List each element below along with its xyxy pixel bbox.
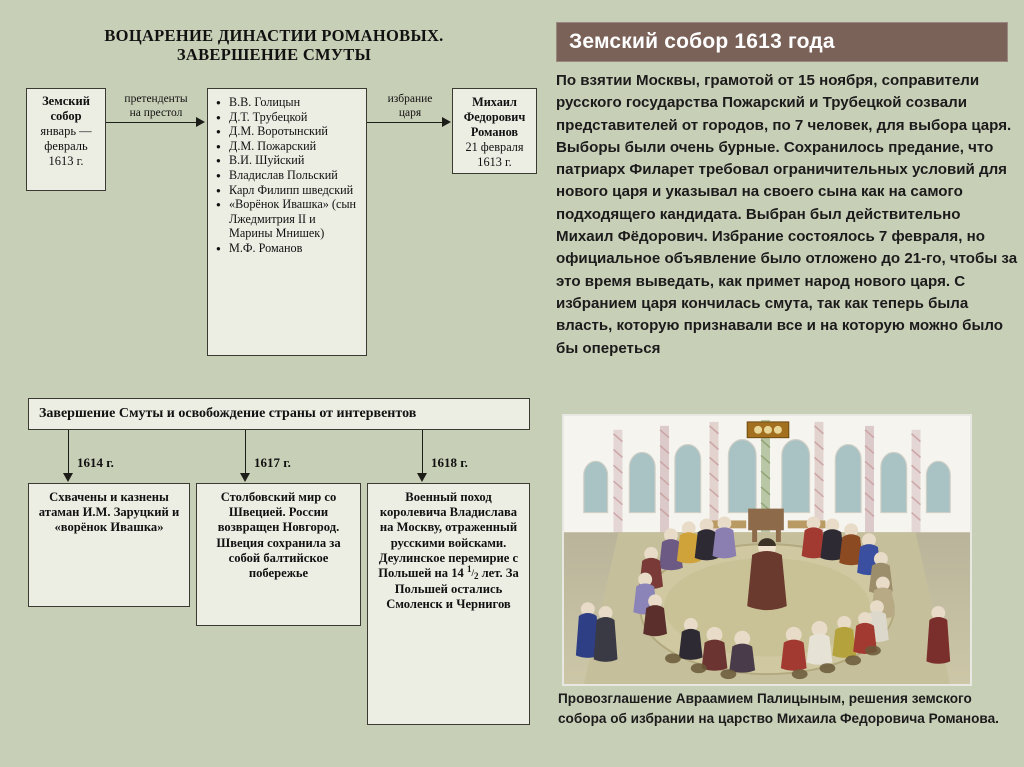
list-item xyxy=(216,124,362,139)
result-box-1618-text xyxy=(368,484,529,612)
page-title xyxy=(18,26,530,64)
zemsky-sobor-box-text xyxy=(27,89,105,169)
result-box-1618 xyxy=(367,483,530,725)
list-item xyxy=(216,241,362,256)
candidate-label: Владислав Польский xyxy=(229,167,338,182)
arrow-label-election-line1: избрание xyxy=(387,93,433,105)
candidate-label: М.Ф. Романов xyxy=(229,240,303,255)
fraction-numerator: 1 xyxy=(466,564,472,575)
candidate-label: «Ворёнок Ивашка» (сын Лжедмитрия II и Марины Мнишек) xyxy=(229,197,357,241)
miniature-illustration-icon xyxy=(564,416,970,684)
arrow-shaft-election xyxy=(367,122,443,123)
list-item xyxy=(216,95,362,110)
arrow-head-election-icon xyxy=(442,117,451,127)
result-box-1614-text: Схвачены и казнены атаман И.М. Заруцкий и «ворёнок Ивашка» xyxy=(38,490,180,535)
candidate-label: Д.М. Пожарский xyxy=(229,138,317,153)
candidate-label: Д.Т. Трубецкой xyxy=(229,109,308,124)
arrow-label-election-line2: царя xyxy=(398,107,422,119)
tsar-line-2: Федорович xyxy=(463,110,526,124)
tsar-line-3: Романов xyxy=(470,125,519,139)
arrow-shaft-pretenders xyxy=(106,122,197,123)
arrow-label-election xyxy=(369,92,451,120)
list-item xyxy=(216,168,362,183)
tsar-result-text xyxy=(453,89,536,170)
page-title-line2: ЗАВЕРШЕНИЕ СМУТЫ xyxy=(176,45,372,64)
zemsky-line-3: январь — xyxy=(40,124,92,138)
list-item xyxy=(216,197,362,241)
candidate-label: В.В. Голицын xyxy=(229,95,301,109)
list-item xyxy=(216,110,362,125)
tsar-line-4: 21 февраля xyxy=(465,140,524,154)
arrow-label-pretenders-line1: претенденты xyxy=(124,93,188,105)
year-label-1618: 1618 г. xyxy=(431,455,468,470)
list-item xyxy=(216,153,362,168)
result-1618-part-a: Военный поход королевича Владислава на Москву, отраженный русскими войсками. Деулинское перемирие с Польшей на 14 xyxy=(378,490,519,581)
year-label-1617: 1617 г. xyxy=(254,455,291,470)
arrow-head-year-1614-icon xyxy=(63,473,73,482)
arrow-shaft-year-1618 xyxy=(422,430,423,474)
figure-caption: Провозглашение Авраамием Палицыным, решения земского собора об избрании на царство Михаила Федоровича Романова. xyxy=(558,691,999,726)
result-1618-part-b: лет. За Польшей остались Смоленск и Чернигов xyxy=(386,566,519,612)
candidates-list xyxy=(208,89,366,256)
zemsky-line-1: Земский xyxy=(42,94,90,108)
list-item xyxy=(216,139,362,154)
smuta-conclusion-header-label: Завершение Смуты и освобождение страны от интервентов xyxy=(39,406,417,421)
arrow-head-pretenders-icon xyxy=(196,117,205,127)
right-panel-title: Земский собор 1613 года xyxy=(569,30,835,53)
tsar-line-5: 1613 г. xyxy=(477,155,512,169)
candidate-label: Д.М. Воротынский xyxy=(229,124,328,139)
arrow-label-pretenders-line2: на престол xyxy=(129,107,183,119)
result-box-1614 xyxy=(28,483,190,607)
zemsky-line-2: собор xyxy=(50,109,82,123)
arrow-label-pretenders xyxy=(108,92,204,120)
right-panel-header-bar xyxy=(556,22,1008,62)
arrow-head-year-1617-icon xyxy=(240,473,250,482)
zemsky-line-4: февраль xyxy=(44,139,88,153)
year-label-1614: 1614 г. xyxy=(77,455,114,470)
result-box-1617 xyxy=(196,483,361,626)
arrow-head-year-1618-icon xyxy=(417,473,427,482)
candidates-box xyxy=(207,88,367,356)
fraction-half: $^1/_2$ xyxy=(466,564,479,581)
right-panel-body-text: По взятии Москвы, грамотой от 15 ноября, соправители русского государства Пожарский и Трубецкой созвали представителей от городов, по 7 человек, для выбора царя. Выборы были очень бурные. Сохранилось предание, что патриарх Филарет требовал ограничительных условий для нового царя и указывал на своего сына как на самого подходящего кандидата. Выбран был действительно Михаил Фёдорович. Избрание состоялось 7 февраля, но официальное объявление было отложено до 21-го, чтобы за это время выведать, как примет народ нового царя. С избранием царя кончилась смута, так как теперь была власть, которую признавали все и на которую можно было бы опереться xyxy=(556,72,1018,357)
result-box-1617-text: Столбовский мир со Швецией. России возвращен Новгород. Швеция сохранила за собой балтийское побережье xyxy=(216,490,341,581)
arrow-shaft-year-1617 xyxy=(245,430,246,474)
zemsky-line-5: 1613 г. xyxy=(48,154,84,168)
candidate-label: В.И. Шуйский xyxy=(229,153,305,168)
arrow-shaft-year-1614 xyxy=(68,430,69,474)
candidate-label: Карл Филипп шведский xyxy=(229,182,354,197)
zemsky-sobor-box xyxy=(26,88,106,191)
smuta-conclusion-header xyxy=(28,398,530,430)
historical-miniature-figure xyxy=(562,414,972,686)
page-title-line1: ВОЦАРЕНИЕ ДИНАСТИИ РОМАНОВЫХ. xyxy=(104,26,444,45)
list-item xyxy=(216,183,362,198)
tsar-line-1: Михаил xyxy=(472,95,517,109)
tsar-result-box xyxy=(452,88,537,174)
right-text-panel xyxy=(548,0,1024,767)
fraction-denominator: 2 xyxy=(473,570,479,581)
